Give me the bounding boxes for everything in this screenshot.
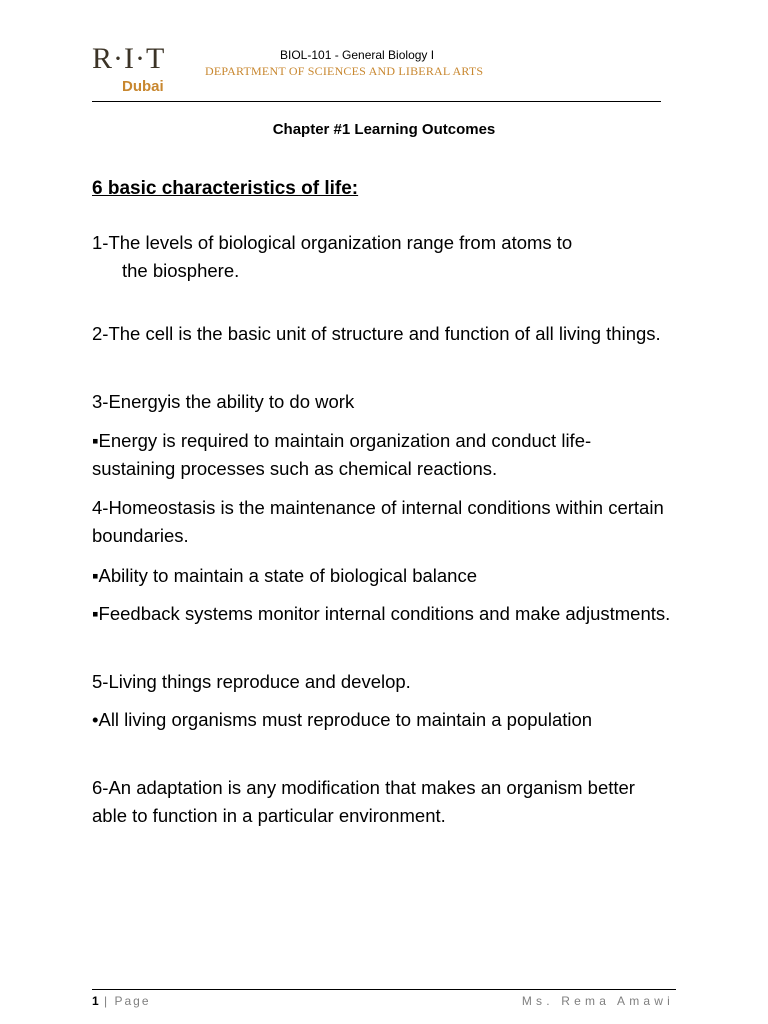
header-divider	[92, 101, 661, 102]
department-name: DEPARTMENT OF SCIENCES AND LIBERAL ARTS	[205, 64, 484, 78]
author-name: Ms. Rema Amawi	[521, 994, 674, 1008]
outcome-bullet-feedback: ▪Feedback systems monitor internal conditions and make adjustments.	[92, 603, 671, 624]
outcome-item-1	[92, 229, 674, 285]
page-footer-number	[92, 994, 151, 1008]
logo-dubai-text: Dubai	[122, 78, 164, 95]
outcome-bullet-reproduce: •All living organisms must reproduce to maintain a population	[92, 709, 593, 730]
footer-divider	[92, 989, 676, 990]
page-number: 1	[92, 994, 99, 1008]
outcome-item-1-line1: 1-The levels of biological organization range from atoms to	[92, 232, 573, 253]
outcome-item-4: 4-Homeostasis is the maintenance of internal conditions within certain boundaries.	[92, 497, 664, 546]
page-label: Page	[114, 994, 151, 1008]
outcome-item-2: 2-The cell is the basic unit of structure and function of all living things.	[92, 323, 661, 344]
outcome-bullet-energy: ▪Energy is required to maintain organization and conduct life-sustaining processes such as chemical reactions.	[92, 430, 592, 479]
course-title: BIOL-101 - General Biology I	[280, 48, 435, 62]
outcome-bullet-balance: ▪Ability to maintain a state of biological balance	[92, 565, 478, 586]
outcome-item-1-line2: the biosphere.	[122, 260, 240, 281]
rit-dubai-logo	[92, 42, 174, 95]
page-separator: |	[104, 994, 110, 1008]
outcome-item-3: 3-Energyis the ability to do work	[92, 391, 355, 412]
logo-rit-text: R·I·T	[92, 42, 166, 75]
chapter-title: Chapter #1 Learning Outcomes	[272, 121, 496, 138]
outcome-item-5: 5-Living things reproduce and develop.	[92, 671, 411, 692]
outcome-item-6: 6-An adaptation is any modification that makes an organism better able to function in a particular environment.	[92, 777, 635, 826]
section-heading: 6 basic characteristics of life:	[92, 178, 359, 199]
